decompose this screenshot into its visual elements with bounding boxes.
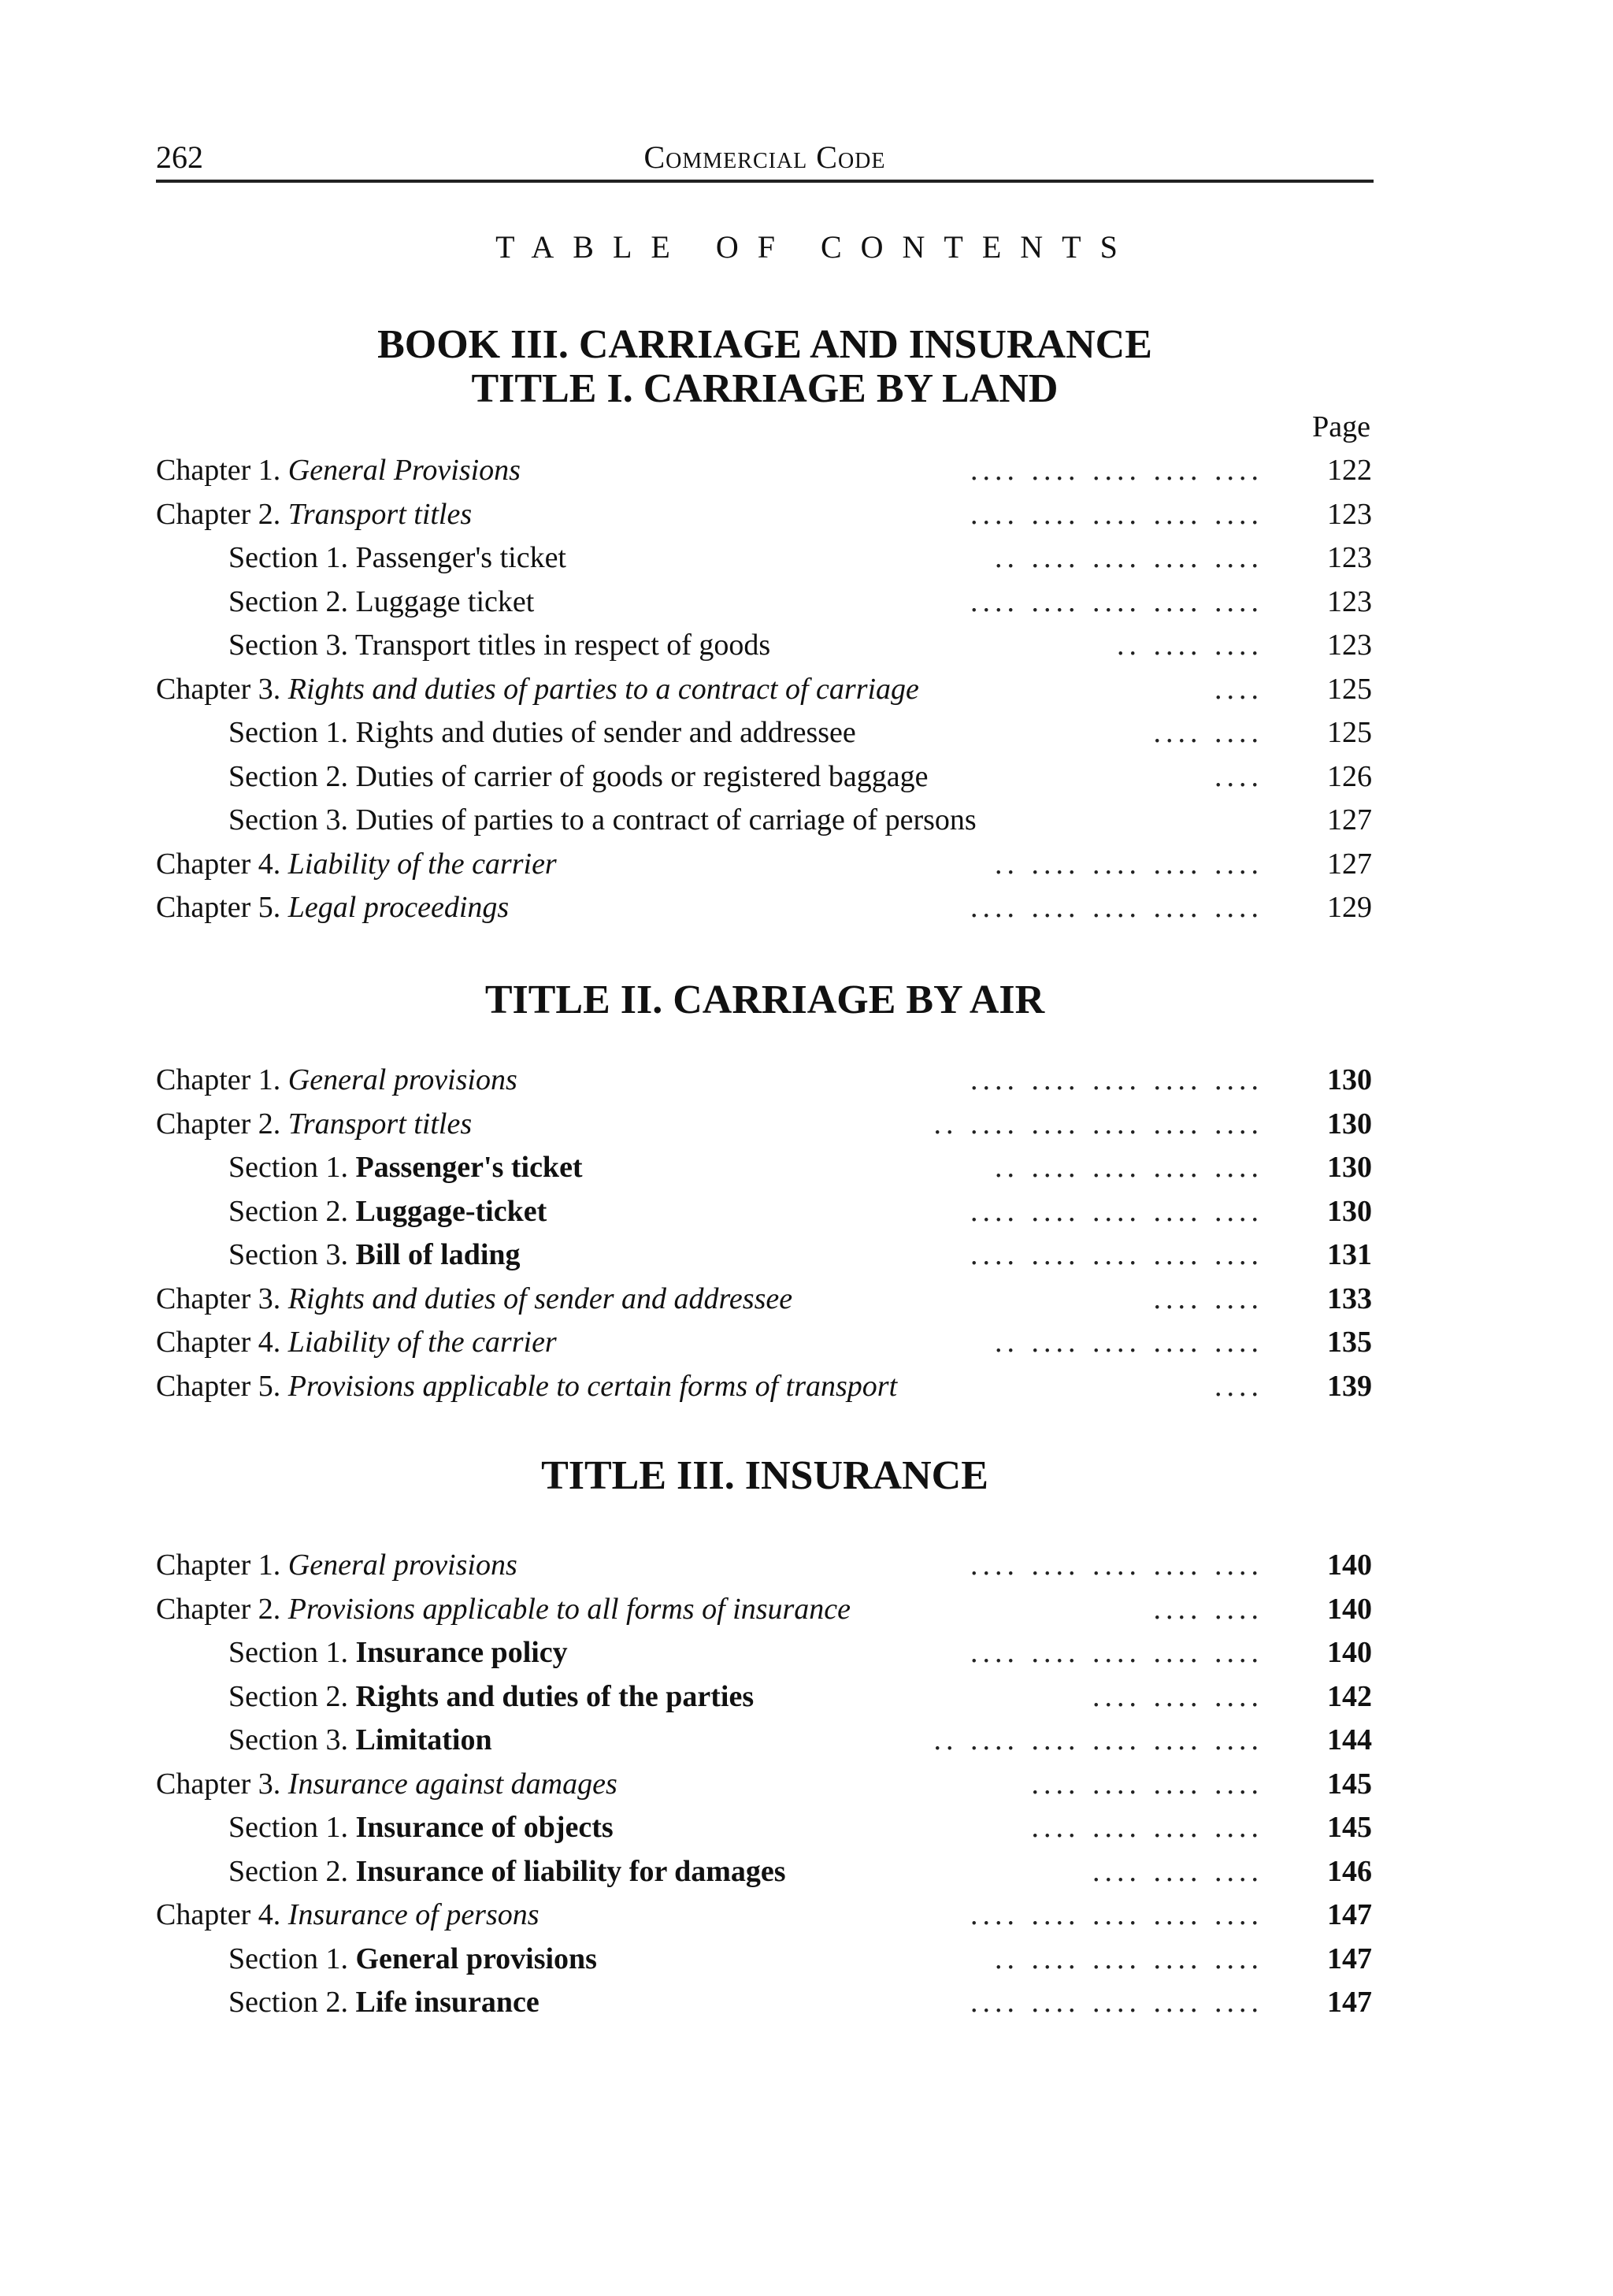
toc-entry-title: Insurance of persons: [287, 1898, 540, 1931]
title-1-entries: [156, 449, 1374, 930]
toc-page-ref: 129: [1327, 891, 1372, 924]
title-2-heading: TITLE II. CARRIAGE BY AIR: [484, 977, 1045, 1022]
toc-entry-label: [156, 1103, 472, 1147]
dot-leader: ....: [1214, 1369, 1263, 1403]
toc-entry-label: [228, 799, 977, 843]
toc-entry-title: General provisions: [355, 1942, 597, 1975]
toc-chapter-row: [156, 843, 1374, 887]
toc-section-row: [156, 1675, 1374, 1719]
toc-page-ref: 144: [1327, 1723, 1372, 1756]
dot-leader: .... .... .... ....: [1031, 1767, 1263, 1801]
title-1-heading: TITLE I. CARRIAGE BY LAND: [471, 366, 1059, 411]
toc-entry-label: [156, 1588, 851, 1632]
toc-entry-label: [228, 1190, 547, 1234]
toc-entry-number: Chapter 4.: [156, 1326, 281, 1359]
toc-entry-title: Duties of parties to a contract of carriage of persons: [355, 803, 977, 836]
toc-entry-label: [156, 449, 521, 493]
title-3-heading: TITLE III. INSURANCE: [541, 1453, 988, 1498]
toc-entry-number: Chapter 3.: [156, 1767, 281, 1801]
toc-entry-title: Duties of carrier of goods or registered baggage: [355, 759, 929, 793]
toc-entry-number: Chapter 4.: [156, 1898, 281, 1931]
toc-entry-title: Liability of the carrier: [287, 1326, 557, 1359]
toc-section-row: [156, 711, 1374, 755]
toc-entry-label: [228, 755, 928, 799]
toc-page-ref: 130: [1327, 1151, 1372, 1184]
toc-entry-label: [156, 493, 472, 537]
toc-entry-title: Legal proceedings: [287, 891, 510, 924]
toc-entry-label: [228, 711, 856, 755]
toc-entry-label: [156, 1059, 517, 1103]
toc-page-ref: 140: [1327, 1592, 1372, 1626]
running-title: Commercial Code: [643, 139, 886, 175]
toc-section-row: [156, 1190, 1374, 1234]
toc-entry-title: Provisions applicable to all forms of insurance: [287, 1592, 851, 1626]
toc-chapter-row: [156, 1894, 1374, 1938]
toc-page-ref: 122: [1327, 454, 1372, 487]
toc-chapter-row: [156, 449, 1374, 493]
dot-leader: .... .... .... .... ....: [970, 454, 1263, 487]
toc-entry-number: Section 2.: [228, 1986, 348, 2019]
toc-entry-title: Provisions applicable to certain forms of transport: [287, 1369, 898, 1403]
toc-page-ref: 125: [1327, 672, 1372, 706]
toc-page-ref: 123: [1327, 497, 1372, 531]
toc-section-row: [156, 1233, 1374, 1278]
toc-entry-label: [228, 1719, 492, 1763]
toc-page-ref: 145: [1327, 1767, 1372, 1801]
page-number: 262: [156, 139, 203, 175]
toc-entry-label: [228, 1675, 754, 1719]
title-2-entries: [156, 1059, 1374, 1408]
toc-entry-label: [156, 668, 919, 712]
toc-page-ref: 147: [1327, 1942, 1372, 1975]
toc-section-row: [156, 536, 1374, 580]
toc-entry-title: Luggage-ticket: [355, 1194, 547, 1228]
toc-entry-number: Chapter 2.: [156, 497, 281, 531]
toc-chapter-row: [156, 1321, 1374, 1365]
toc-entry-label: [228, 1806, 614, 1850]
toc-entry-label: [228, 1850, 786, 1894]
toc-chapter-row: [156, 1588, 1374, 1632]
toc-page-ref: 126: [1327, 759, 1372, 793]
toc-entry-title: Limitation: [355, 1723, 492, 1756]
toc-entry-number: Section 1.: [228, 541, 348, 574]
toc-entry-label: [228, 1146, 583, 1190]
toc-entry-title: Life insurance: [355, 1986, 540, 2019]
toc-entry-number: Section 2.: [228, 584, 348, 618]
toc-entry-label: [228, 1981, 540, 2025]
dot-leader: .... .... ....: [1092, 1854, 1263, 1888]
toc-entry-number: Section 1.: [228, 1942, 348, 1975]
toc-entry-title: Rights and duties of sender and addressee: [287, 1282, 793, 1315]
toc-entry-number: Section 2.: [228, 1854, 348, 1888]
toc-entry-label: [156, 1321, 557, 1365]
dot-leader: .... .... .... .... ....: [970, 1238, 1263, 1271]
toc-entry-title: Rights and duties of sender and addressee: [355, 716, 856, 749]
toc-page-ref: 142: [1327, 1679, 1372, 1713]
toc-entry-number: Chapter 3.: [156, 1282, 281, 1315]
toc-page-ref: 130: [1327, 1063, 1372, 1096]
toc-entry-label: [228, 624, 770, 668]
dot-leader: ....: [1214, 759, 1263, 793]
toc-entry-number: Chapter 5.: [156, 891, 281, 924]
dot-leader: .. .... .... .... ....: [995, 1942, 1263, 1975]
toc-section-row: [156, 1146, 1374, 1190]
toc-section-row: [156, 1631, 1374, 1675]
dot-leader: .... .... .... .... ....: [970, 1986, 1263, 2019]
dot-leader: .... .... .... .... ....: [970, 1636, 1263, 1669]
toc-heading: TABLE OF CONTENTS: [495, 229, 1137, 265]
dot-leader: .. .... .... .... .... ....: [933, 1723, 1263, 1756]
toc-page-ref: 123: [1327, 629, 1372, 662]
toc-entry-label: [228, 1631, 568, 1675]
page-column-label: Page: [1312, 410, 1370, 443]
toc-entry-number: Section 1.: [228, 1636, 348, 1669]
toc-chapter-row: [156, 1544, 1374, 1588]
toc-entry-number: Section 3.: [228, 803, 348, 836]
toc-page-ref: 140: [1327, 1549, 1372, 1582]
toc-entry-label: [156, 1278, 792, 1322]
dot-leader: .... .... .... ....: [1031, 1811, 1263, 1844]
toc-entry-label: [228, 536, 566, 580]
toc-page-ref: 131: [1327, 1238, 1372, 1271]
toc-chapter-row: [156, 1278, 1374, 1322]
dot-leader: .. .... .... .... ....: [995, 847, 1263, 881]
toc-page-ref: 123: [1327, 541, 1372, 574]
dot-leader: .... .... .... .... ....: [970, 497, 1263, 531]
toc-entry-number: Section 1.: [228, 716, 348, 749]
dot-leader: .... ....: [1153, 1592, 1263, 1626]
toc-entry-title: Liability of the carrier: [287, 847, 557, 881]
toc-entry-label: [228, 1938, 597, 1982]
toc-section-row: [156, 1938, 1374, 1982]
toc-entry-title: Insurance policy: [355, 1636, 568, 1669]
toc-entry-title: Insurance of objects: [355, 1811, 614, 1844]
toc-entry-number: Chapter 2.: [156, 1592, 281, 1626]
toc-entry-title: Transport titles in respect of goods: [354, 629, 771, 662]
toc-page-ref: 127: [1327, 847, 1372, 881]
toc-entry-number: Section 1.: [228, 1151, 348, 1184]
toc-entry-number: Section 3.: [228, 1723, 348, 1756]
toc-chapter-row: [156, 493, 1374, 537]
toc-page-ref: 130: [1327, 1107, 1372, 1141]
toc-page-ref: 147: [1327, 1898, 1372, 1931]
toc-entry-title: Passenger's ticket: [355, 541, 566, 574]
toc-page-ref: 135: [1327, 1326, 1372, 1359]
toc-chapter-row: [156, 1103, 1374, 1147]
toc-page-ref: 146: [1327, 1854, 1372, 1888]
dot-leader: .. .... .... .... ....: [995, 1326, 1263, 1359]
toc-section-row: [156, 755, 1374, 799]
toc-section-row: [156, 1850, 1374, 1894]
toc-page-ref: 127: [1327, 803, 1372, 836]
toc-entry-number: Section 2.: [228, 1679, 348, 1713]
toc-entry-number: Section 1.: [228, 1811, 348, 1844]
toc-page-ref: 130: [1327, 1194, 1372, 1228]
toc-page-ref: 147: [1327, 1986, 1372, 2019]
toc-section-row: [156, 1806, 1374, 1850]
toc-entry-label: [156, 1544, 517, 1588]
toc-entry-number: Section 2.: [228, 759, 348, 793]
toc-entry-title: General provisions: [287, 1063, 517, 1096]
toc-entry-number: Chapter 3.: [156, 672, 281, 706]
toc-entry-title: General provisions: [287, 1549, 517, 1582]
toc-entry-label: [156, 1763, 617, 1807]
toc-chapter-row: [156, 886, 1374, 930]
toc-entry-number: Section 2.: [228, 1194, 348, 1228]
toc-page-ref: 140: [1327, 1636, 1372, 1669]
toc-entry-number: Section 3.: [228, 1238, 348, 1271]
toc-entry-title: Rights and duties of the parties: [355, 1679, 755, 1713]
toc-entry-title: Passenger's ticket: [355, 1151, 583, 1184]
toc-page-ref: 123: [1327, 584, 1372, 618]
toc-entry-title: Transport titles: [287, 1107, 473, 1141]
toc-entry-title: Transport titles: [287, 497, 473, 531]
toc-entry-number: Chapter 5.: [156, 1369, 281, 1403]
toc-entry-title: Rights and duties of parties to a contract of carriage: [287, 672, 919, 706]
toc-entry-label: [156, 843, 557, 887]
toc-section-row: [156, 624, 1374, 668]
toc-chapter-row: [156, 1059, 1374, 1103]
toc-entry-number: Chapter 4.: [156, 847, 281, 881]
dot-leader: .. .... .... .... ....: [995, 541, 1263, 574]
toc-entry-title: General Provisions: [287, 454, 521, 487]
toc-entry-label: [228, 580, 534, 625]
toc-page-ref: 125: [1327, 716, 1372, 749]
dot-leader: .... .... .... .... ....: [970, 1194, 1263, 1228]
toc-entry-number: Chapter 1.: [156, 454, 281, 487]
toc-entry-title: Luggage ticket: [355, 584, 535, 618]
toc-entry-number: Chapter 1.: [156, 1063, 281, 1096]
toc-section-row: [156, 1719, 1374, 1763]
dot-leader: .... .... .... .... ....: [970, 1063, 1263, 1096]
toc-section-row: [156, 1981, 1374, 2025]
running-head: [156, 132, 1374, 183]
dot-leader: ....: [1214, 672, 1263, 706]
toc-chapter-row: [156, 1365, 1374, 1409]
toc-section-row: [156, 580, 1374, 625]
toc-entry-number: Chapter 1.: [156, 1549, 281, 1582]
title-3-entries: [156, 1544, 1374, 2025]
toc-page-ref: 139: [1327, 1369, 1372, 1403]
toc-page-ref: 145: [1327, 1811, 1372, 1844]
toc-entry-number: Section 3.: [228, 629, 348, 662]
dot-leader: .... .... .... .... ....: [970, 891, 1263, 924]
dot-leader: .. .... .... .... ....: [995, 1151, 1263, 1184]
toc-section-row: [156, 799, 1374, 843]
toc-entry-title: Insurance of liability for damages: [355, 1854, 786, 1888]
toc-entry-number: Chapter 2.: [156, 1107, 281, 1141]
toc-entry-label: [156, 1365, 897, 1409]
dot-leader: .. .... .... .... .... ....: [933, 1107, 1263, 1141]
dot-leader: .. .... ....: [1117, 629, 1263, 662]
book-heading: BOOK III. CARRIAGE AND INSURANCE: [377, 322, 1152, 367]
dot-leader: .... .... .... .... ....: [970, 584, 1263, 618]
toc-entry-label: [156, 886, 509, 930]
dot-leader: .... .... .... .... ....: [970, 1549, 1263, 1582]
dot-leader: .... .... ....: [1092, 1679, 1263, 1713]
toc-entry-label: [228, 1233, 521, 1278]
toc-chapter-row: [156, 668, 1374, 712]
toc-entry-title: Bill of lading: [355, 1238, 521, 1271]
dot-leader: .... ....: [1153, 1282, 1263, 1315]
dot-leader: .... ....: [1153, 716, 1263, 749]
dot-leader: .... .... .... .... ....: [970, 1898, 1263, 1931]
toc-chapter-row: [156, 1763, 1374, 1807]
toc-entry-title: Insurance against damages: [287, 1767, 617, 1801]
toc-page-ref: 133: [1327, 1282, 1372, 1315]
toc-entry-label: [156, 1894, 540, 1938]
